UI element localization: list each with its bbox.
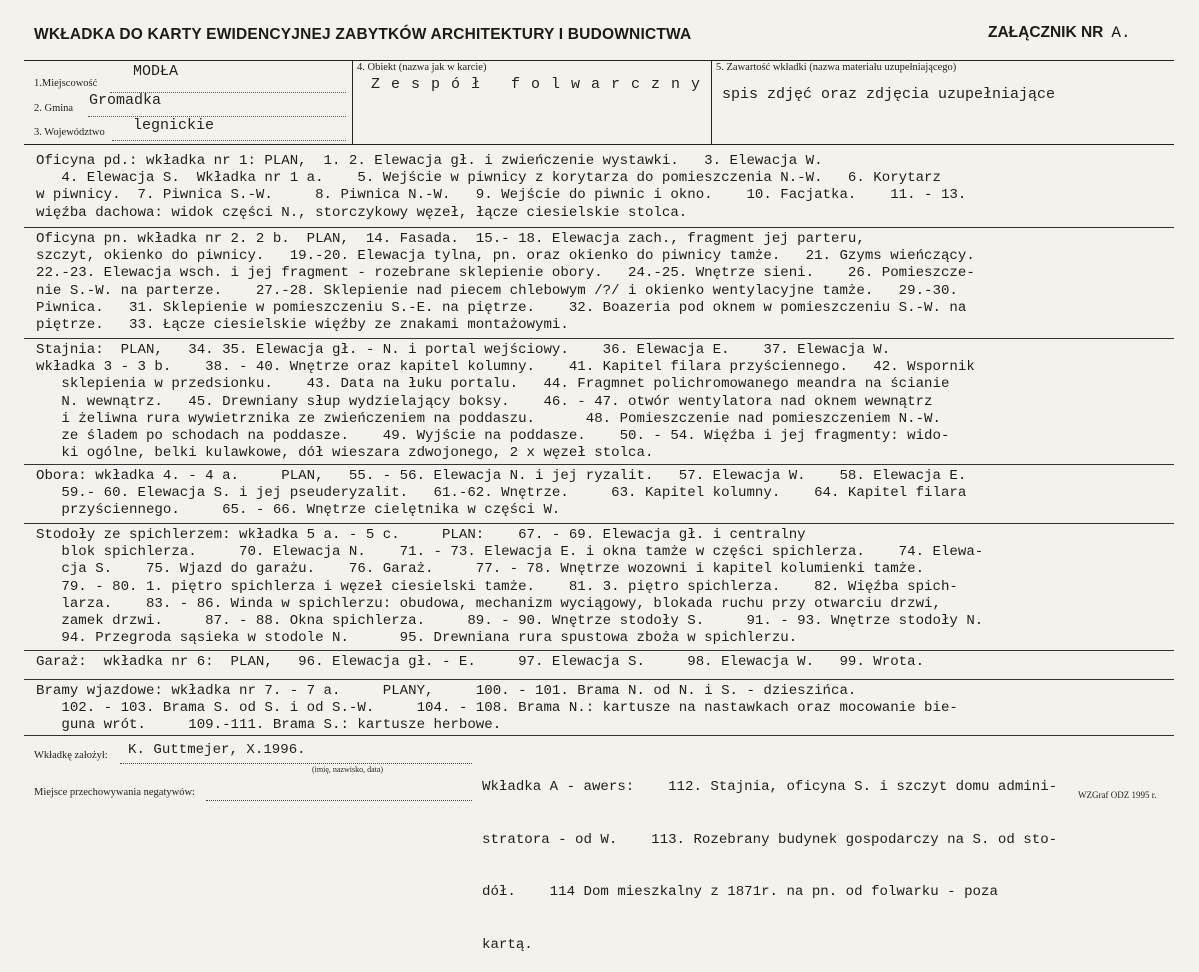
awers-text	[482, 744, 1057, 972]
fill-line	[112, 140, 346, 141]
section-line: Obora: wkładka 4. - 4 a. PLAN, 55. - 56. Elewacja N. i jej ryzalit. 57. Elewacja W. 58. Elewacja E.	[36, 468, 967, 484]
section-line: 102. - 103. Brama S. od S. i od S.-W. 104. - 108. Brama N.: kartusze na nastawkach oraz mocowanie bie-	[36, 700, 958, 717]
gmina-value: Gromadka	[89, 92, 162, 109]
section-line: więźba dachowa: widok części N., storczykowy węzeł, łącze ciesielskie stolca.	[36, 204, 688, 221]
section-line: guna wrót. 109.-111. Brama S.: kartusze herbowe.	[36, 717, 502, 734]
wojewodztwo-value: legnickie	[133, 117, 215, 134]
fill-line	[120, 763, 472, 764]
section-line: Stodoły ze spichlerzem: wkładka 5 a. - 5 c. PLAN: 67. - 69. Elewacja gł. i centralny	[36, 527, 806, 543]
section-line: ze śladem po schodach na poddasze. 49. Wyjście na poddasze. 50. - 54. Więźba i jej fragmenty: wido-	[36, 428, 950, 445]
section-divider	[24, 679, 1174, 680]
zalozyl-value: K. Guttmejer, X.1996.	[128, 742, 306, 758]
section-line: 79. - 80. 1. piętro spichlerza i węzeł ciesielski tamże. 81. 3. piętro spichlerza. 82. Więźba spich-	[36, 578, 958, 595]
section-line: 4. Elewacja S. Wkładka nr 1 a. 5. Wejście w piwnicy z korytarza do pomieszczenia N.-W. 6. Korytarz	[36, 170, 941, 187]
section-divider	[24, 650, 1174, 651]
awers-line: Wkładka A - awers: 112. Stajnia, oficyna S. i szczyt domu admini-	[482, 779, 1058, 795]
awers-line: stratora - od W. 113. Rozebrany budynek gospodarczy na S. od sto-	[482, 831, 1058, 848]
awers-line: kartą.	[482, 936, 533, 953]
form-title: WKŁADKA DO KARTY EWIDENCYJNEJ ZABYTKÓW ARCHITEKTURY I BUDOWNICTWA	[34, 26, 692, 43]
section-line: Oficyna pd.: wkładka nr 1: PLAN, 1. 2. Elewacja gł. i zwieńczenie wystawki. 3. Elewacja W.	[36, 153, 823, 169]
section-line: 22.-23. Elewacja wsch. i jej fragment - rozebrane sklepienie obory. 24.-25. Wnętrze sieni. 26. Pomieszcze-	[36, 265, 975, 282]
miejscowosc-label: 1.Miejscowość	[34, 78, 98, 89]
section-divider	[24, 227, 1174, 228]
section-line: cja S. 75. Wjazd do garażu. 76. Garaż. 77. - 78. Wnętrze wozowni i kapitel kolumienki tamże.	[36, 561, 925, 578]
section-line: zamek drzwi. 87. - 88. Okna spichlerza. 89. - 90. Wnętrze stodoły S. 91. - 93. Wnętrze stodoły N.	[36, 613, 984, 630]
obiekt-label: 4. Obiekt (nazwa jak w karcie)	[357, 62, 487, 73]
section-divider	[24, 338, 1174, 339]
section-line: sklepienia w przedsionku. 43. Data na łuku portalu. 44. Fragmnet polichromowanego meandra na ścianie	[36, 376, 950, 393]
section-line: Oficyna pn. wkładka nr 2. 2 b. PLAN, 14. Fasada. 15.- 18. Elewacja zach., fragment jej parteru,	[36, 231, 865, 247]
miejscowosc-value: MODŁA	[133, 63, 179, 80]
attachment-label: ZAŁĄCZNIK NR	[988, 24, 1104, 41]
section-2	[36, 231, 975, 334]
section-line: i żeliwna rura wywietrznika ze zwieńczeniem na poddaszu. 48. Pomieszczenie nad pomieszczeniem N.-W.	[36, 410, 941, 427]
section-line: blok spichlerza. 70. Elewacja N. 71. - 73. Elewacja E. i okna tamże w części spichlerza. 74. Elewa-	[36, 544, 984, 561]
negatywy-label: Miejsce przechowywania negatywów:	[34, 787, 195, 798]
section-line: Stajnia: PLAN, 34. 35. Elewacja gł. - N. i portal wejściowy. 36. Elewacja E. 37. Elewacja W.	[36, 342, 891, 358]
printer-mark: WZGraf ODZ 1995 r.	[1078, 790, 1157, 800]
obiekt-value: Zespół folwarczny	[371, 76, 712, 93]
section-divider	[24, 523, 1174, 524]
section-line: N. wewnątrz. 45. Drewniany słup wydzielający boksy. 46. - 47. otwór wentylatora nad oknem wewnątrz	[36, 393, 933, 410]
zawartosc-label: 5. Zawartość wkładki (nazwa materiału uzupełniającego)	[716, 62, 957, 73]
section-1	[36, 153, 966, 222]
zalozyl-label: Wkładkę założył:	[34, 750, 108, 761]
column-divider	[711, 60, 712, 144]
section-5	[36, 527, 983, 647]
section-line: szczyt, okienko do piwnicy. 19.-20. Elewacja tylna, pn. oraz okienko do piwnicy tamże. 21. Gzyms wieńczący.	[36, 248, 975, 265]
awers-line: dół. 114 Dom mieszkalny z 1871r. na pn. od folwarku - poza	[482, 884, 998, 900]
section-4	[36, 468, 966, 520]
section-3	[36, 342, 975, 462]
section-divider	[24, 735, 1174, 736]
section-line: 59.- 60. Elewacja S. i jej pseuderyzalit. 61.-62. Wnętrze. 63. Kapitel kolumny. 64. Kapitel filara	[36, 485, 967, 502]
section-line: ki ogólne, belki kulawkowe, dół wieszara zdwojonego, 2 x węzeł stolca.	[36, 445, 654, 462]
section-divider	[24, 464, 1174, 465]
attachment-value: A.	[1111, 24, 1131, 42]
section-line: piętrze. 33. Łącze ciesielskie więźby ze znakami montażowymi.	[36, 317, 569, 334]
section-line: przyściennego. 65. - 66. Wnętrze cielętnika w części W.	[36, 502, 561, 519]
section-7	[36, 683, 958, 735]
section-line: wkładka 3 - 3 b. 38. - 40. Wnętrze oraz kapitel kolumny. 41. Kapitel filara przyściennego. 42. Wspornik	[36, 359, 975, 376]
section-line: nie S.-W. na parterze. 27.-28. Sklepienie nad piecem chlebowym /?/ i okienko wentylacyjne tamże. 29.-30.	[36, 282, 958, 299]
section-6	[36, 654, 924, 671]
section-line: Piwnica. 31. Sklepienie w pomieszczeniu S.-E. na piętrze. 32. Boazeria pod oknem w pomieszczeniu S.-W. na	[36, 299, 967, 316]
zawartosc-value: spis zdjęć oraz zdjęcia uzupełniające	[722, 86, 1056, 103]
section-line: Bramy wjazdowe: wkładka nr 7. - 7 a. PLANY, 100. - 101. Brama N. od N. i S. - dzieszińca.	[36, 683, 857, 699]
wojewodztwo-label: 3. Województwo	[34, 127, 105, 138]
section-line: w piwnicy. 7. Piwnica S.-W. 8. Piwnica N.-W. 9. Wejście do piwnic i okno. 10. Facjatka. 11. - 13.	[36, 187, 967, 204]
section-line: 94. Przegroda sąsieka w stodole N. 95. Drewniana rura spustowa zboża w spichlerzu.	[36, 630, 798, 647]
attachment-number	[988, 24, 1131, 42]
section-line: larza. 83. - 86. Winda w spichlerzu: obudowa, mechanizm wyciągowy, blokada ruchu przy otwarciu drzwi,	[36, 595, 941, 612]
fill-line	[206, 800, 472, 801]
fill-line	[88, 116, 346, 117]
column-divider	[352, 60, 353, 144]
zalozyl-sub: (imię, nazwisko, data)	[312, 765, 384, 774]
gmina-label: 2. Gmina	[34, 103, 74, 114]
section-line: Garaż: wkładka nr 6: PLAN, 96. Elewacja gł. - E. 97. Elewacja S. 98. Elewacja W. 99. Wrota.	[36, 654, 925, 670]
